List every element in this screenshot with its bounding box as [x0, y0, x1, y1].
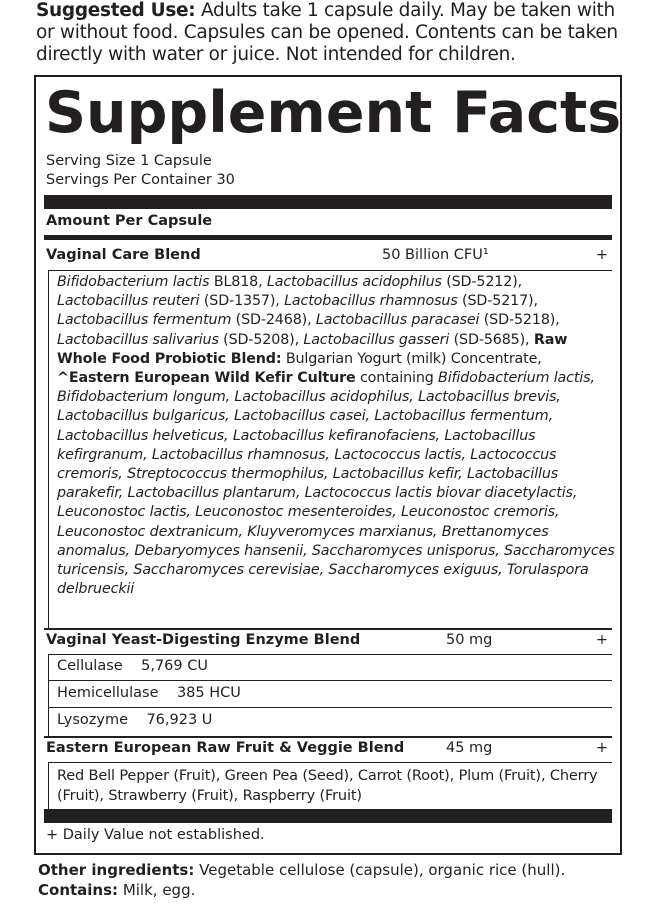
- vaginal-care-dv: +: [595, 247, 608, 263]
- ingredient-run: (SD-5208),: [218, 331, 304, 348]
- divider-fruit: [44, 736, 612, 738]
- panel-title: Supplement Facts: [45, 80, 622, 146]
- amount-header: Amount Per Capsule: [46, 213, 213, 229]
- vaginal-care-underline: [48, 270, 612, 271]
- medium-divider: [44, 235, 612, 240]
- suggested-use-text: Adults take 1 capsule daily. May be taken with or without food. Capsules can be opened. Contents can be taken directly with water or juice. Not intended for children.: [36, 0, 618, 65]
- enzyme-item-name: Cellulase: [57, 658, 123, 674]
- other-ingredients-text: Vegetable cellulose (capsule), organic rice (hull).: [194, 861, 566, 879]
- ingredient-run: Lactobacillus fermentum: [57, 312, 232, 329]
- vaginal-care-amount: 50 Billion CFU¹: [382, 247, 489, 263]
- ingredient-run: (SD-5685),: [449, 331, 534, 348]
- enzyme-indent: [48, 654, 49, 736]
- enzyme-item-divider: [48, 680, 612, 681]
- fruit-amount: 45 mg: [446, 740, 493, 756]
- other-ingredients-label: Other ingredients:: [38, 861, 195, 879]
- ingredient-run: (SD-5218),: [479, 312, 560, 329]
- enzyme-dv: +: [595, 632, 608, 648]
- other-ingredients: [38, 860, 565, 880]
- enzyme-item-3: [57, 712, 212, 728]
- vaginal-care-ingredients: [57, 273, 617, 599]
- serving-size: Serving Size 1 Capsule: [46, 153, 212, 169]
- enzyme-item-2: [57, 685, 241, 701]
- vaginal-care-indent: [48, 270, 49, 628]
- footnote: + Daily Value not established.: [46, 827, 265, 843]
- ingredient-run: (SD-5217),: [457, 293, 538, 310]
- enzyme-item-amount: 5,769 CU: [141, 658, 208, 674]
- enzyme-item-1: [57, 658, 208, 674]
- vaginal-care-label: Vaginal Care Blend: [46, 247, 201, 263]
- fruit-dv: +: [595, 740, 608, 756]
- enzyme-item-divider: [48, 707, 612, 708]
- ingredient-run: Lactobacillus rhamnosus: [284, 293, 458, 310]
- ingredient-run: Raw Whole Food Probiotic Blend:: [57, 331, 568, 367]
- suggested-use-label: Suggested Use:: [36, 0, 196, 21]
- servings-per-container: Servings Per Container 30: [46, 172, 235, 188]
- other-ingredients-block: [38, 860, 565, 900]
- ingredient-run: Bifidobacterium lactis: [57, 274, 210, 290]
- fruit-label: Eastern European Raw Fruit & Veggie Blend: [46, 740, 405, 756]
- thick-divider-bottom: [44, 809, 612, 823]
- contains: [38, 880, 565, 900]
- ingredient-run: Lactobacillus salivarius: [57, 331, 219, 348]
- enzyme-item-name: Lysozyme: [57, 712, 128, 728]
- ingredient-run: Bulgarian Yogurt (milk) Concentrate,: [281, 350, 542, 367]
- ingredient-run: Bifidobacterium lactis, Bifidobacterium longum, Lactobacillus acidophilus, Lactobacillus brevis, Lactobacillus bulgaricus, Lactobacillus casei, Lactobacillus fermentum, Lactobacillus helveticus, Lactobacillus kefiranofaciens, Lactobacillus kefirgranum, Lactobacillus rhamnosus, Lactococcus lactis, Lactococcus cremoris, Streptococcus thermophilus, Lactobacillus kefir, Lactobacillus parakefir, Lactobacillus plantarum, Lactococcus lactis biovar diacetylactis, Leuconostoc lactis, Leuconostoc mesenteroides, Leuconostoc cremoris, Leuconostoc dextranicum, Kluyveromyces marxianus, Brettanomyces anomalus, Debaryomyces hansenii, Saccharomyces unisporus, Saccharomyces turicensis, Saccharomyces cerevisiae, Saccharomyces exiguus, Torulaspora delbrueckii: [57, 370, 615, 598]
- ingredient-run: (SD-1357),: [199, 293, 285, 310]
- ingredient-run: (SD-5212),: [441, 274, 523, 290]
- ingredient-run: Lactobacillus acidophilus: [266, 274, 442, 290]
- contains-text: Milk, egg.: [118, 881, 196, 899]
- suggested-use: [36, 0, 636, 66]
- ingredient-run: Lactobacillus paracasei: [315, 312, 480, 329]
- fruit-underline: [48, 762, 612, 763]
- enzyme-item-amount: 385 HCU: [176, 685, 241, 701]
- fruit-indent: [48, 762, 49, 809]
- contains-label: Contains:: [38, 881, 119, 899]
- serving-info: [46, 152, 235, 190]
- ingredient-run: containing: [355, 370, 439, 387]
- ingredient-run: Lactobacillus reuteri: [57, 293, 200, 310]
- ingredient-run: Lactobacillus gasseri: [303, 331, 450, 348]
- ingredient-run: (SD-2468),: [231, 312, 316, 329]
- thick-divider-top: [44, 195, 612, 209]
- supplement-facts-panel: [34, 75, 622, 855]
- ingredient-run: BL818,: [209, 274, 267, 290]
- enzyme-label: Vaginal Yeast-Digesting Enzyme Blend: [46, 632, 361, 648]
- ingredient-run: ^Eastern European Wild Kefir Culture: [57, 370, 356, 387]
- enzyme-underline: [48, 654, 612, 655]
- enzyme-item-name: Hemicellulase: [57, 685, 159, 701]
- fruit-ingredients: Red Bell Pepper (Fruit), Green Pea (Seed), Carrot (Root), Plum (Fruit), Cherry (Fruit), Strawberry (Fruit), Raspberry (Fruit): [57, 768, 598, 804]
- enzyme-amount: 50 mg: [446, 632, 493, 648]
- enzyme-item-amount: 76,923 U: [146, 712, 213, 728]
- divider-enzyme: [44, 628, 612, 630]
